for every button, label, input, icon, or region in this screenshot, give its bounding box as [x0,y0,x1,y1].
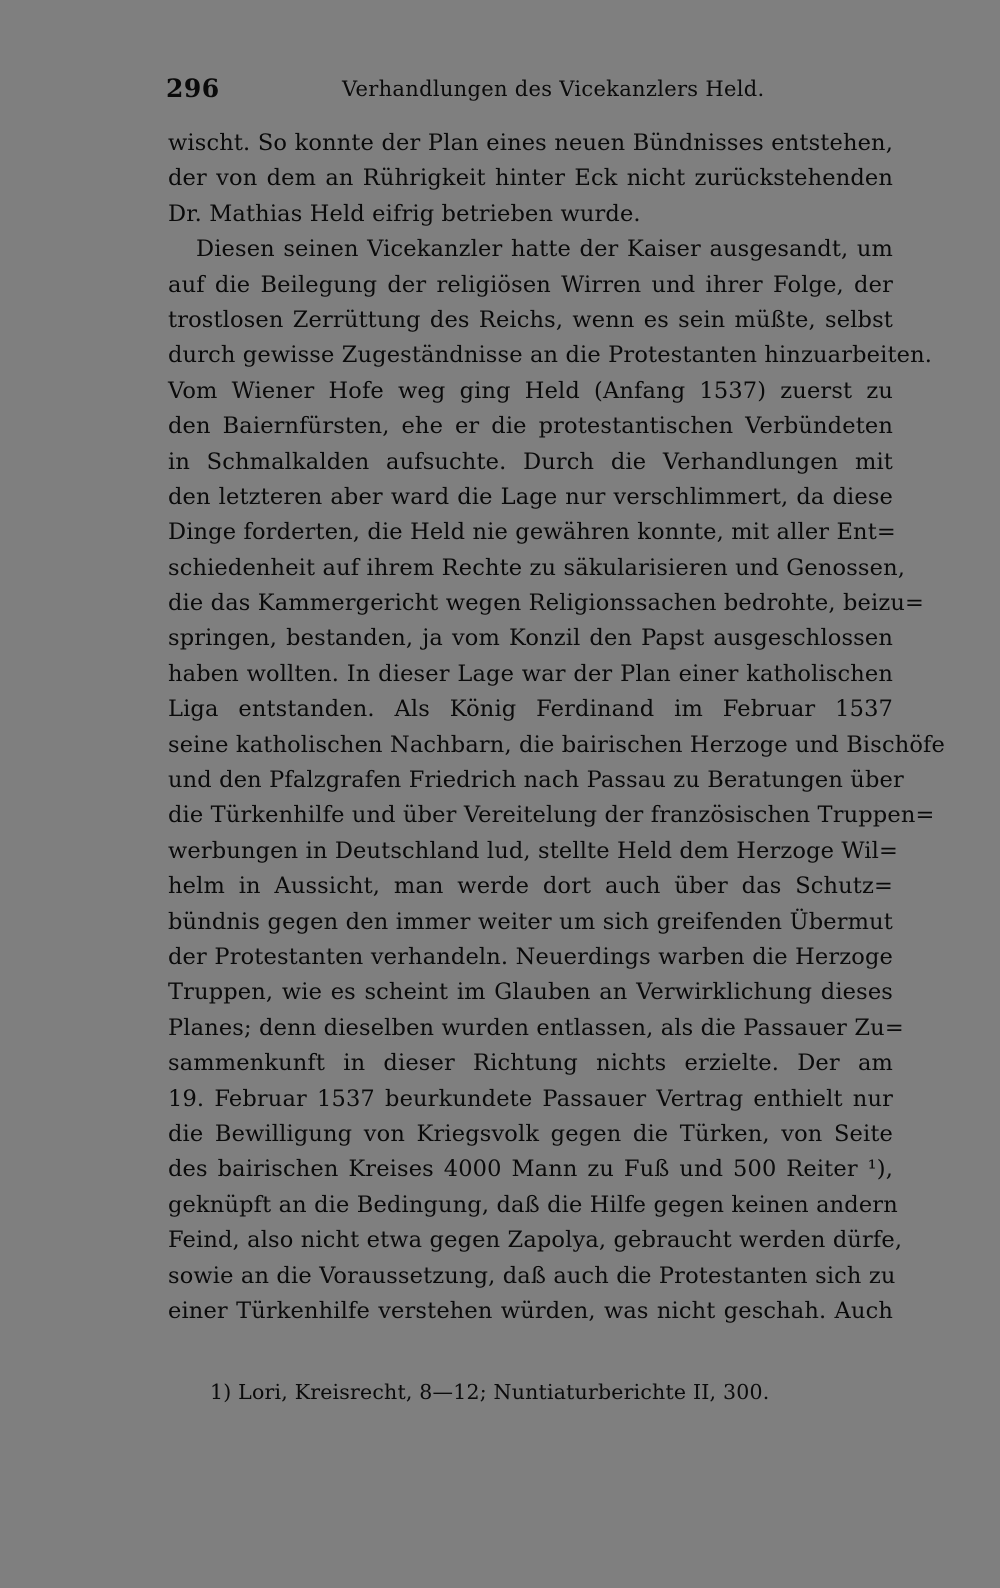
text-line: die das Kammergericht wegen Religionssachen bedrohte, beizu= [168,590,924,617]
text-line: Diesen seinen Vicekanzler hatte der Kaiser ausgesandt, um [196,236,893,263]
text-line: Dinge forderten, die Held nie gewähren konnte, mit aller Ent= [168,519,896,546]
text-line: des bairischen Kreises 4000 Mann zu Fuß und 500 Reiter ¹), [168,1156,893,1183]
text-line: werbungen in Deutschland lud, stellte Held dem Herzoge Wil= [168,837,898,864]
text-line: Vom Wiener Hofe weg ging Held (Anfang 1537) zuerst zu [168,377,893,404]
text-line: sammenkunft in dieser Richtung nichts erzielte. Der am [168,1050,893,1077]
text-line: in Schmalkalden aufsuchte. Durch die Verhandlungen mit [168,448,893,475]
running-head [166,74,901,114]
text-line: durch gewisse Zugeständnisse an die Protestanten hinzuarbeiten. [168,342,933,369]
text-line: den letzteren aber ward die Lage nur verschlimmert, da diese [168,483,893,510]
text-line: und den Pfalzgrafen Friedrich nach Passau zu Beratungen über [168,767,904,794]
text-line: einer Türkenhilfe verstehen würden, was nicht geschah. Auch [168,1297,893,1324]
running-title: Verhandlungen des Vicekanzlers Held. [342,77,765,101]
text-line: haben wollten. In dieser Lage war der Plan einer katholischen [168,660,893,687]
text-line: Planes; denn dieselben wurden entlassen, als die Passauer Zu= [168,1014,904,1041]
text-line: helm in Aussicht, man werde dort auch über das Schutz= [168,873,893,900]
text-line: 19. Februar 1537 beurkundete Passauer Vertrag enthielt nur [168,1085,893,1112]
text-line: bündnis gegen den immer weiter um sich greifenden Übermut [168,908,893,935]
text-line: seine katholischen Nachbarn, die bairischen Herzoge und Bischöfe [168,731,945,758]
text-line: trostlosen Zerrüttung des Reichs, wenn es sein müßte, selbst [168,306,893,333]
text-line: geknüpft an die Bedingung, daß die Hilfe gegen keinen andern [168,1191,898,1218]
text-line: auf die Beilegung der religiösen Wirren und ihrer Folge, der [168,271,893,298]
text-line: die Bewilligung von Kriegsvolk gegen die Türken, von Seite [168,1120,893,1147]
text-line: Truppen, wie es scheint im Glauben an Verwirklichung dieses [168,979,893,1006]
text-line: sowie an die Voraussetzung, daß auch die Protestanten sich zu [168,1262,896,1289]
footnote: 1) Lori, Kreisrecht, 8—12; Nuntiaturberichte II, 300. [210,1380,770,1404]
text-line: Dr. Mathias Held eifrig betrieben wurde. [168,200,641,227]
text-line: der Protestanten verhandeln. Neuerdings warben die Herzoge [168,943,893,970]
text-line: den Baiernfürsten, ehe er die protestantischen Verbündeten [168,413,893,440]
body-text [168,126,945,1329]
text-line: wischt. So konnte der Plan eines neuen Bündnisses entstehen, [168,130,893,156]
text-line: der von dem an Rührigkeit hinter Eck nicht zurückstehenden [168,165,893,192]
text-line: springen, bestanden, ja vom Konzil den Papst ausgeschlossen [168,625,893,652]
text-line: schiedenheit auf ihrem Rechte zu säkularisieren und Genossen, [168,554,906,581]
text-line: die Türkenhilfe und über Vereitelung der französischen Truppen= [168,802,935,829]
page-number: 296 [166,74,220,103]
text-line: Feind, also nicht etwa gegen Zapolya, gebraucht werden dürfe, [168,1227,903,1254]
text-line: Liga entstanden. Als König Ferdinand im Februar 1537 [168,696,893,723]
